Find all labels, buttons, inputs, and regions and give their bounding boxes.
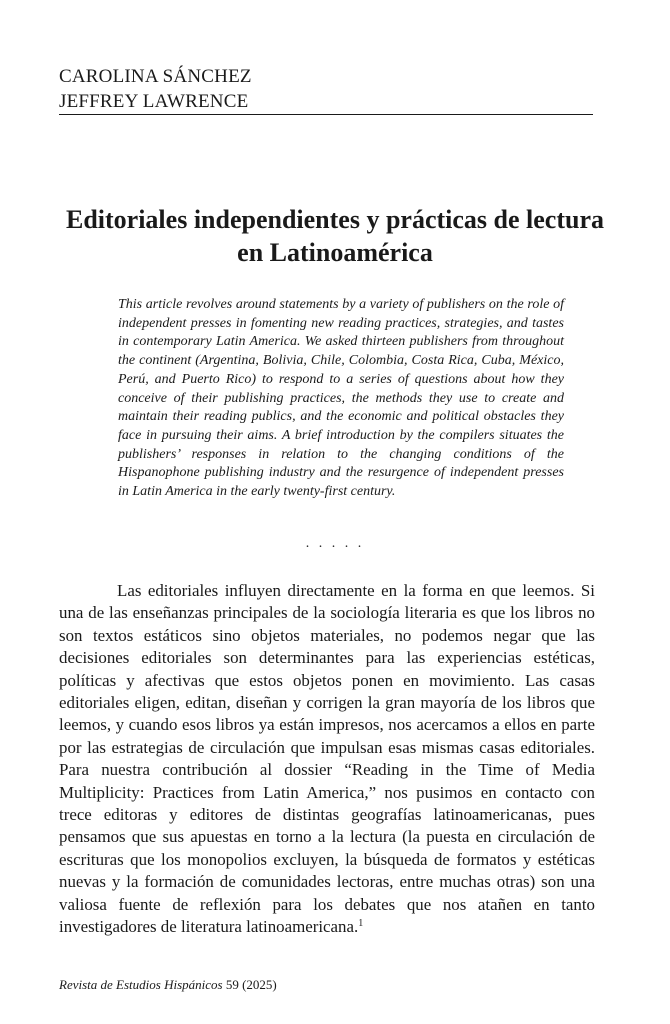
journal-name: Revista de Estudios Hispánicos [59, 977, 223, 992]
page-footer [59, 977, 277, 993]
author-name: JEFFREY LAWRENCE [59, 89, 593, 115]
footnote-marker[interactable]: 1 [358, 918, 364, 930]
article-title: Editoriales independientes y prácticas de lectura en Latinoamérica [65, 205, 604, 267]
body-paragraph [59, 580, 595, 939]
body-paragraph-text: Las editoriales influyen directamente en la forma en que leemos. Si una de las enseñanzas principales de la sociología literaria es que los libros no son textos estáticos sino objetos materiales, no podemos negar que las decisiones editoriales son determinantes para las experiencias estéticas, políticas y afectivas que estos objetos ponen en movimiento. Las casas editoriales eligen, editan, diseñan y corrigen la gran mayoría de los libros que leemos, y cuando esos libros ya están impresos, nos acercamos a ellos en parte por las estrategias de circulación que impulsan esas mismas casas editoriales. Para nuestra contribución al dossier “Reading in the Time of Media Multiplicity: Practices from Latin America,” nos pusimos en contacto con trece editoras y editores de distintas geografías latinoamericanas, pues pensamos que sus apuestas en torno a la lectura (la puesta en circulación de escrituras que los monopolios excluyen, la búsqueda de formatos y estéticas nuevas y la formación de comunidades lectoras, entre muchas otras) son una valiosa fuente de reflexión para los debates que nos atañen en tanto investigadores de literatura latinoamericana. [59, 581, 595, 937]
section-separator: . . . . . [305, 536, 365, 551]
abstract: This article revolves around statements by a variety of publishers on the role of independent presses in fomenting new reading practices, strategies, and tastes in contemporary Latin America. We asked thirteen publishers from throughout the continent (Argentina, Bolivia, Chile, Colombia, Costa Rica, Cuba, México, Perú, and Puerto Rico) to respond to a series of questions about how they conceive of their publishing practices, the methods they use to create and maintain their reading publics, and the economic and political obstacles they face in pursuing their aims. A brief introduction by the compilers situates the publishers’ responses in relation to the changing conditions of the Hispanophone publishing industry and the resurgence of independent presses in Latin America in the early twenty-first century. [118, 297, 564, 500]
body-text [59, 580, 595, 939]
author-block [59, 64, 593, 115]
journal-issue: 59 (2025) [225, 977, 277, 992]
author-name: CAROLINA SÁNCHEZ [59, 66, 252, 87]
